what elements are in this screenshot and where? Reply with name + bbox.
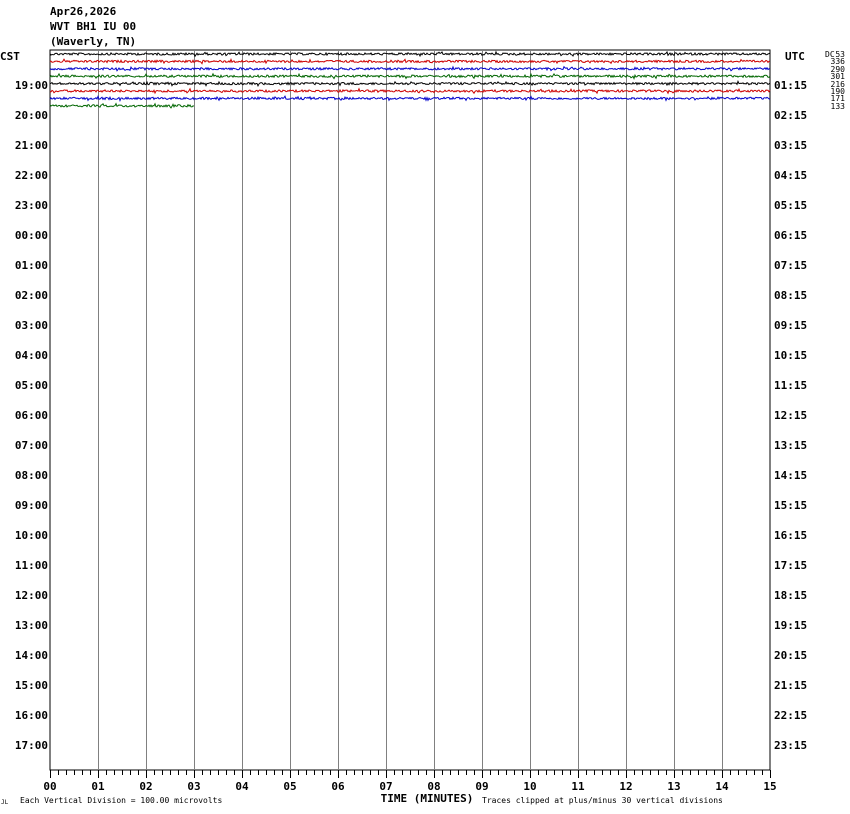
right-time-label: 15:15 — [774, 499, 808, 512]
left-time-label: 23:00 — [14, 199, 48, 212]
left-time-label: 13:00 — [14, 619, 48, 632]
right-time-label: 02:15 — [774, 109, 808, 122]
left-time-label: 04:00 — [14, 349, 48, 362]
left-time-label: 21:00 — [14, 139, 48, 152]
record-date: Apr26,2026 — [50, 5, 117, 18]
right-time-label: 11:15 — [774, 379, 808, 392]
x-tick-label: 05 — [283, 780, 297, 793]
right-time-label: 19:15 — [774, 619, 808, 632]
left-time-label: 22:00 — [14, 169, 48, 182]
right-time-label: 01:15 — [774, 79, 808, 92]
station-location: (Waverly, TN) — [50, 35, 137, 48]
seismic-trace — [50, 96, 770, 100]
right-time-label: 04:15 — [774, 169, 808, 182]
right-time-label: 21:15 — [774, 679, 808, 692]
left-time-label: 05:00 — [14, 379, 48, 392]
left-time-label: 12:00 — [14, 589, 48, 602]
trace-count: 301 — [830, 72, 845, 82]
plot-frame — [50, 50, 770, 770]
x-tick-label: 15 — [763, 780, 777, 793]
trace-count: 216 — [830, 79, 845, 89]
left-time-label: 06:00 — [14, 409, 48, 422]
left-time-label: 14:00 — [14, 649, 48, 662]
x-tick-label: 11 — [571, 780, 585, 793]
trace-count: 133 — [830, 101, 845, 111]
right-time-label: 23:15 — [774, 739, 808, 752]
x-tick-label: 08 — [427, 780, 441, 793]
right-time-label: 16:15 — [774, 529, 808, 542]
x-tick-label: 04 — [235, 780, 249, 793]
right-time-label: 20:15 — [774, 649, 808, 662]
left-time-label: 09:00 — [14, 499, 48, 512]
seismic-trace — [50, 81, 770, 85]
seismic-trace — [50, 89, 770, 93]
trace-count: 336 — [830, 57, 845, 67]
left-time-label: 01:00 — [14, 259, 48, 272]
right-time-label: 06:15 — [774, 229, 808, 242]
left-time-label: 02:00 — [14, 289, 48, 302]
x-tick-label: 07 — [379, 780, 393, 793]
x-tick-label: 01 — [91, 780, 105, 793]
scale-note: Each Vertical Division = 100.00 microvolts — [20, 796, 223, 805]
x-axis-title: TIME (MINUTES) — [380, 792, 474, 805]
trace-count: 290 — [830, 64, 845, 74]
left-time-label: 00:00 — [14, 229, 48, 242]
seismic-trace — [50, 52, 770, 56]
x-tick-label: 02 — [139, 780, 153, 793]
right-timezone-label: UTC — [785, 50, 805, 63]
seismic-trace — [50, 104, 194, 108]
left-time-label: 07:00 — [14, 439, 48, 452]
left-time-label: 20:00 — [14, 109, 48, 122]
station-code: WVT BH1 IU 00 — [50, 20, 137, 33]
right-time-label: 12:15 — [774, 409, 808, 422]
clip-note: Traces clipped at plus/minus 30 vertical divisions — [482, 796, 723, 805]
x-tick-label: 00 — [43, 780, 57, 793]
left-time-label: 16:00 — [14, 709, 48, 722]
left-time-label: 11:00 — [14, 559, 48, 572]
seismic-trace — [50, 59, 770, 63]
left-time-label: 08:00 — [14, 469, 48, 482]
right-time-label: 03:15 — [774, 139, 808, 152]
left-time-label: 17:00 — [14, 739, 48, 752]
left-time-label: 03:00 — [14, 319, 48, 332]
top-right-code: DC — [825, 50, 835, 59]
right-time-label: 05:15 — [774, 199, 808, 212]
left-time-label: 10:00 — [14, 529, 48, 542]
right-time-label: 09:15 — [774, 319, 808, 332]
right-time-label: 07:15 — [774, 259, 808, 272]
right-time-label: 14:15 — [774, 469, 808, 482]
right-time-label: 18:15 — [774, 589, 808, 602]
left-timezone-label: CST — [0, 50, 20, 63]
x-tick-label: 10 — [523, 780, 537, 793]
trace-count: 171 — [830, 94, 845, 104]
x-tick-label: 13 — [667, 780, 681, 793]
footer-mark: JL — [1, 799, 9, 806]
seismic-trace — [50, 67, 770, 71]
right-time-label: 10:15 — [774, 349, 808, 362]
trace-count: 190 — [830, 87, 845, 96]
x-tick-label: 14 — [715, 780, 729, 793]
trace-count: 53 — [835, 50, 845, 59]
seismic-trace — [50, 74, 770, 79]
right-time-label: 13:15 — [774, 439, 808, 452]
x-tick-label: 06 — [331, 780, 345, 793]
x-tick-label: 12 — [619, 780, 633, 793]
x-tick-label: 03 — [187, 780, 201, 793]
right-time-label: 22:15 — [774, 709, 808, 722]
right-time-label: 17:15 — [774, 559, 808, 572]
x-tick-label: 09 — [475, 780, 489, 793]
right-time-label: 08:15 — [774, 289, 808, 302]
left-time-label: 15:00 — [14, 679, 48, 692]
left-time-label: 19:00 — [14, 79, 48, 92]
